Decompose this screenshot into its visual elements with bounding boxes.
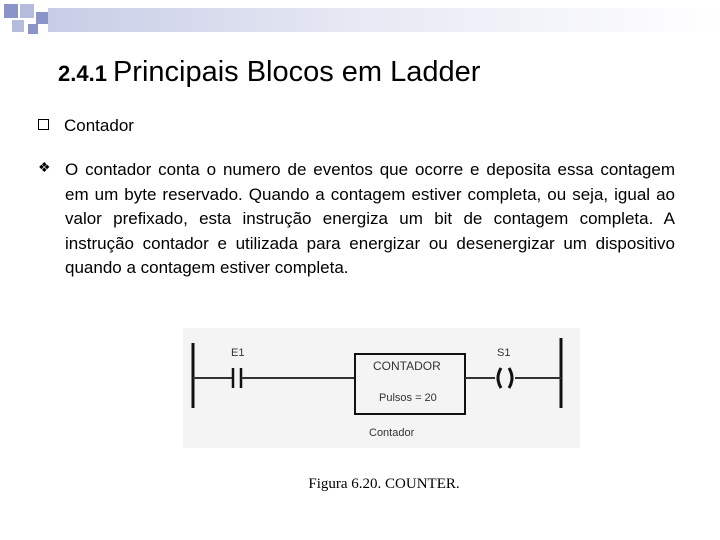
block-title: CONTADOR xyxy=(373,359,441,373)
bullet-item-contador xyxy=(38,114,134,138)
block-caption: Contador xyxy=(369,427,415,439)
section-number: 2.4.1 xyxy=(58,61,107,86)
figure-caption: Figura 6.20. COUNTER. xyxy=(308,476,460,492)
contact-label: E1 xyxy=(231,347,245,359)
diamond-bullet-icon: ❖ xyxy=(38,159,51,175)
block-param: Pulsos = 20 xyxy=(379,392,437,404)
square-bullet-icon xyxy=(38,119,49,130)
bullet-item-description xyxy=(38,158,675,281)
bullet-text: Contador xyxy=(64,116,134,135)
description-paragraph: O contador conta o numero de eventos que ocorre e deposita essa contagem em um byte reservado. Quando a contagem estiver completa, ou seja, igual ao valor prefixado, esta instrução energiza um bit de contagem completa. A instrução contador e utilizada para energizar ou desenergizar um dispositivo quando a contagem estiver completa. xyxy=(65,160,675,278)
page-title xyxy=(58,56,480,89)
coil-label: S1 xyxy=(497,347,511,359)
section-title: Principais Blocos em Ladder xyxy=(112,56,481,88)
ladder-diagram xyxy=(183,328,580,448)
header-bar xyxy=(48,8,720,32)
